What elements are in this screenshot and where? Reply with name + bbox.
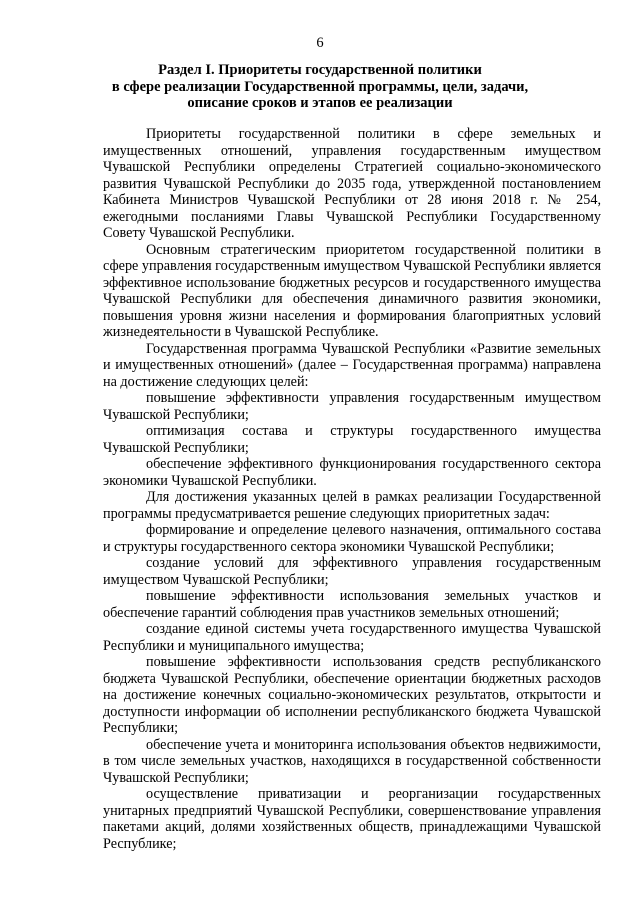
paragraph: Основным стратегическим приоритетом государственной политики в сфере управления государственным имуществом Чувашской Республики является эффективное использование бюджетных ресурсов и государственного имущества Чувашской Республики для обеспечения динамичного развития экономики, повышения уровня жизни населения и формирования благоприятных условий жизнедеятельности в Чувашской Республике. [103,241,601,340]
list-item: повышение эффективности использования средств республиканского бюджета Чувашской Республики, обеспечение ориентации бюджетных расходов на достижение конечных социально-экономических результатов, открытости и доступности информации об исполнении республиканского бюджета Чувашской Республики; [103,654,601,736]
paragraph: Приоритеты государственной политики в сфере земельных и имущественных отношений, управления государственным имуществом Чувашской Республики определены Стратегией социально-экономического развития Чувашской Республики до 2035 года, утвержденной постановлением Кабинета Министров Чувашской Республики от 28 июня 2018 г. № 254, ежегодными посланиями Главы Чувашской Республики Государственному Совету Чувашской Республики. [103,126,601,241]
heading-line-2: в сфере реализации Государственной программы, цели, задачи, [111,78,529,95]
list-item: повышение эффективности использования земельных участков и обеспечение гарантий соблюдения прав участников земельных отношений; [103,588,601,621]
list-item: создание единой системы учета государственного имущества Чувашской Республики и муниципального имущества; [103,621,601,654]
list-item: повышение эффективности управления государственным имуществом Чувашской Республики; [103,390,601,423]
section-heading [100,62,540,112]
list-item: формирование и определение целевого назначения, оптимального состава и структуры государственного сектора экономики Чувашской Республики; [103,522,601,555]
page-number: 6 [316,35,324,51]
body-text [103,126,601,852]
heading-line-1: Раздел I. Приоритеты государственной политики [158,62,482,78]
paragraph: Для достижения указанных целей в рамках реализации Государственной программы предусматривается решение следующих приоритетных задач: [103,489,601,522]
list-item: обеспечение учета и мониторинга использования объектов недвижимости, в том числе земельных участков, находящихся в государственной собственности Чувашской Республики; [103,736,601,786]
paragraph: Государственная программа Чувашской Республики «Развитие земельных и имущественных отношений» (далее – Государственная программа) направлена на достижение следующих целей: [103,340,601,390]
heading-line-3: описание сроков и этапов ее реализации [187,95,453,111]
list-item: осуществление приватизации и реорганизации государственных унитарных предприятий Чувашской Республики, совершенствование управления пакетами акций, долями хозяйственных обществ, принадлежащими Чувашской Республике; [103,786,601,852]
list-item: создание условий для эффективного управления государственным имуществом Чувашской Республики; [103,555,601,588]
list-item: обеспечение эффективного функционирования государственного сектора экономики Чувашской Республики. [103,456,601,489]
list-item: оптимизация состава и структуры государственного имущества Чувашской Республики; [103,423,601,456]
